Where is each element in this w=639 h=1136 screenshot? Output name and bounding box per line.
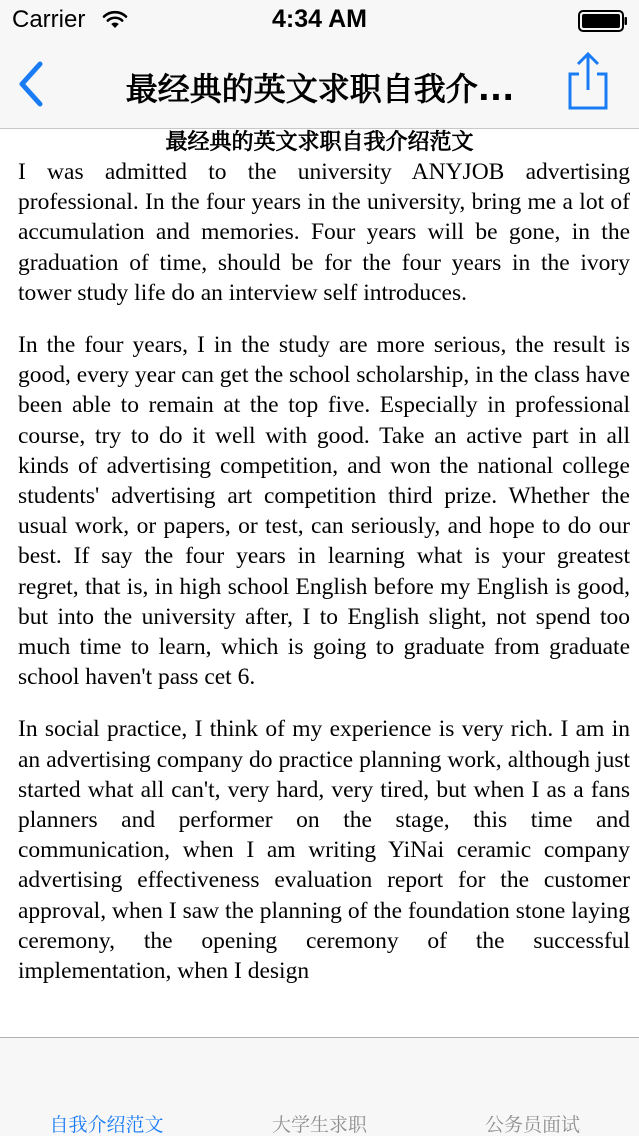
clock: 4:34 AM [272,5,367,33]
article-paragraph: I was admitted to the university ANYJOB advertising professional. In the four years in the university, bring me a lot of accumulation and memories. Four years will be gone, in the graduation of time, should be for the four years in the ivory tower study life do an interview self introduces. [18,159,630,306]
article-body [18,157,630,1008]
tab-self-introduction[interactable]: 自我介绍范文 [49,1114,164,1136]
page-title: 最经典的英文求职自我介... [125,70,515,108]
article-paragraph: In the four years, I in the study are more serious, the result is good, every year can get the school scholarship, in the class have been able to remain at the top five. Especially in professional course, try to do it well with good. Take an active part in all kinds of advertising competition, and won the national college students' advertising art competition third prize. Whether the usual work, or papers, or test, can seriously, and hope to do our best. If say the four years in learning what is your greatest regret, that is, in high school English before my English is good, but into the university after, I to English slight, not spend too much time to learn, which is going to graduate from graduate school haven't pass cet 6. [18,332,630,691]
navigation-bar [0,40,639,128]
chevron-left-icon [10,58,54,110]
article-paragraph: In social practice, I think of my experience is very rich. I am in an advertising company do practice planning work, although just started what all can't, very hard, very tired, but when I as a fans planners and performer on the stage, this time and communication, when I am writing YiNai ceramic company advertising effectiveness evaluation report for the customer approval, when I saw the planning of the foundation stone laying ceremony, the opening ceremony of the successful implementation, when I design [18,716,630,985]
share-icon [564,50,612,112]
tab-civil-service-interview[interactable]: 公务员面试 [484,1114,580,1136]
tab-bar [0,1037,639,1136]
tab-college-job-seeking[interactable]: 大学生求职 [271,1114,367,1136]
back-button[interactable] [10,58,54,110]
article-title: 最经典的英文求职自我介绍范文 [165,130,474,155]
battery-icon [578,10,628,32]
share-button[interactable] [564,50,612,112]
header [0,0,639,129]
carrier-label: Carrier [12,6,86,33]
status-bar [0,0,639,40]
article-view[interactable] [0,129,639,1037]
